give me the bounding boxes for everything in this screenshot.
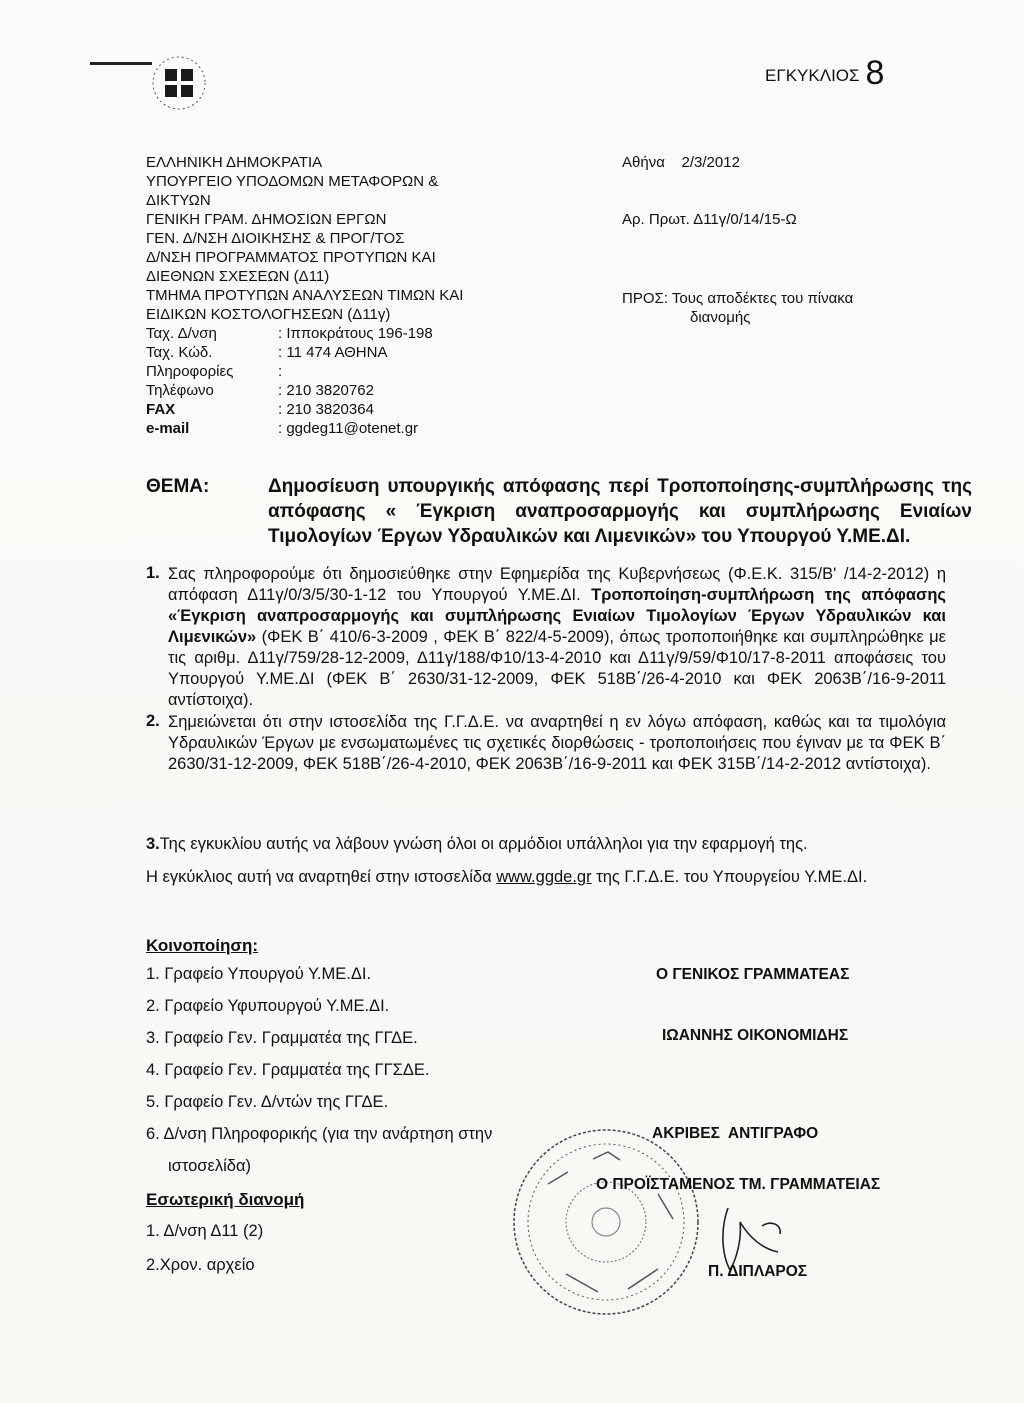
org-line: ΕΙΔΙΚΩΝ ΚΟΣΤΟΛΟΓΗΣΕΩΝ (Δ11γ) <box>146 306 391 323</box>
org-line: ΓΕΝΙΚΗ ΓΡΑΜ. ΔΗΜΟΣΙΩΝ ΕΡΓΩΝ <box>146 211 387 228</box>
paragraph-4: Η εγκύκλιος αυτή να αναρτηθεί στην ιστοσελίδα www.ggde.gr της Γ.Γ.Δ.Ε. του Υπουργείου Υ.ΜΕ.ΔΙ. <box>146 868 868 886</box>
list-item: 1. Δ/νση Δ11 (2) <box>146 1222 264 1240</box>
internal-distribution-title: Εσωτερική διανομή <box>146 1190 305 1209</box>
contact-row: FAX : 210 3820364 <box>146 401 374 418</box>
org-line: Δ/ΝΣΗ ΠΡΟΓΡΑΜΜΑΤΟΣ ΠΡΟΤΥΠΩΝ ΚΑΙ <box>146 249 436 266</box>
recipients: ΠΡΟΣ: Τους αποδέκτες του πίνακα διανομής <box>622 290 854 326</box>
circular-label: ΕΓΚΥΚΛΙΟΣ 8 <box>765 54 885 92</box>
list-item: 6. Δ/νση Πληροφορικής (για την ανάρτηση στην <box>146 1125 493 1143</box>
org-line: ΤΜΗΜΑ ΠΡΟΤΥΠΩΝ ΑΝΑΛΥΣΕΩΝ ΤΙΜΩΝ ΚΑΙ <box>146 287 464 304</box>
sender-block <box>146 153 463 438</box>
list-item: 3. Γραφείο Γεν. Γραμματέα της ΓΓΔΕ. <box>146 1029 418 1047</box>
contact-row: Ταχ. Δ/νση : Ιπποκράτους 196-198 <box>146 325 433 342</box>
contact-row: Τηλέφωνο : 210 3820762 <box>146 382 374 399</box>
website-link[interactable]: www.ggde.gr <box>496 868 592 886</box>
list-item: 4. Γραφείο Γεν. Γραμματέα της ΓΓΣΔΕ. <box>146 1061 430 1079</box>
org-line: ΔΙΚΤΥΩΝ <box>146 192 211 209</box>
paragraph-2: Σημειώνεται ότι στην ιστοσελίδα της Γ.Γ.Δ.Ε. να αναρτηθεί η εν λόγω απόφαση, καθώς και τα τιμολόγια Υδραυλικών Έργων με ενσωματωμένες τις σχετικές διορθώσεις - τροποποιήσεις που έγιναν με τα ΦΕΚ Β΄ 2630/31-12-2009, ΦΕΚ 518Β΄/26-4-2010, ΦΕΚ 2063Β΄/16-9-2011 και ΦΕΚ 315Β΄/14-2-2012 αντίστοιχα). <box>168 713 946 773</box>
list-item: 5. Γραφείο Γεν. Δ/ντών της ΓΓΔΕ. <box>146 1093 389 1111</box>
org-line: ΕΛΛΗΝΙΚΗ ΔΗΜΟΚΡΑΤΙΑ <box>146 154 323 171</box>
protocol-number: Αρ. Πρωτ. Δ11γ/0/14/15-Ω <box>622 211 797 228</box>
paragraph-number: 2. <box>146 712 160 730</box>
org-line: ΓΕΝ. Δ/ΝΣΗ ΔΙΟΙΚΗΣΗΣ & ΠΡΟΓ/ΤΟΣ <box>146 230 405 247</box>
contact-row: Ταχ. Κώδ. : 11 474 ΑΘΗΝΑ <box>146 344 388 361</box>
paragraph-number: 1. <box>146 564 160 582</box>
list-item: ιστοσελίδα) <box>168 1157 251 1175</box>
emblem-stroke <box>90 62 152 65</box>
true-copy-label: ΑΚΡΙΒΕΣ ΑΝΤΙΓΡΑΦΟ <box>652 1125 819 1142</box>
subject-label: ΘΕΜΑ: <box>146 476 210 497</box>
official-stamp-icon <box>508 1124 704 1320</box>
department-head-name: Π. ΔΙΠΛΑΡΟΣ <box>708 1263 808 1280</box>
list-item: 2.Χρον. αρχείο <box>146 1256 255 1274</box>
circular-number: 8 <box>865 54 885 92</box>
distribution-title: Κοινοποίηση: <box>146 936 259 955</box>
signatory-name: ΙΩΑΝΝΗΣ ΟΙΚΟΝΟΜΙΔΗΣ <box>662 1027 849 1044</box>
signatory-role: Ο ΓΕΝΙΚΟΣ ΓΡΑΜΜΑΤΕΑΣ <box>656 966 850 983</box>
list-item: 2. Γραφείο Υφυπουργού Υ.ΜΕ.ΔΙ. <box>146 997 390 1015</box>
contact-row: e-mail : ggdeg11@otenet.gr <box>146 420 419 437</box>
paragraph-3: 3.Της εγκυκλίου αυτής να λάβουν γνώση όλοι οι αρμόδιοι υπάλληλοι για την εφαρμογή της. <box>146 835 808 853</box>
list-item: 1. Γραφείο Υπουργού Υ.ΜΕ.ΔΙ. <box>146 965 372 983</box>
department-head-title: Ο ΠΡΟΪΣΤΑΜΕΝΟΣ ΤΜ. ΓΡΑΜΜΑΤΕΙΑΣ <box>596 1176 881 1193</box>
distribution-list <box>146 963 492 1177</box>
subject-text: Δημοσίευση υπουργικής απόφασης περί Τροποποίησης-συμπλήρωσης της απόφασης « Έγκριση αναπροσαρμογής και συμπλήρωσης Ενιαίων Τιμολογίων Έργων Υδραυλικών και Λιμενικών» του Υπουργού Υ.ΜΕ.ΔΙ. <box>268 476 972 547</box>
contact-row: Πληροφορίες : <box>146 363 283 380</box>
org-line: ΔΙΕΘΝΩΝ ΣΧΕΣΕΩΝ (Δ11) <box>146 268 330 285</box>
state-emblem-icon <box>148 52 210 114</box>
org-line: ΥΠΟΥΡΓΕΙΟ ΥΠΟΔΟΜΩΝ ΜΕΤΑΦΟΡΩΝ & <box>146 173 439 190</box>
paragraph-1: Σας πληροφορούμε ότι δημοσιεύθηκε στην Εφημερίδα της Κυβερνήσεως (Φ.Ε.Κ. 315/Β' /14-2-2012) η απόφαση Δ11γ/0/3/5/30-1-12 του Υπουργού Υ.ΜΕ.ΔΙ. Τροποποίηση-συμπλήρωση της απόφασης «Έγκριση αναπροσαρμογής και συμπλήρωσης Ενιαίων Τιμολογίων Έργων Υδραυλικών και Λιμενικών» (ΦΕΚ Β΄ 410/6-3-2009 , ΦΕΚ Β΄ 822/4-5-2009), όπως τροποποιήθηκε και συμπληρώθηκε με τις αριθμ. Δ11γ/759/28-12-2009, Δ11γ/188/Φ10/13-4-2010 και Δ11γ/9/59/Φ10/17-8-2011 αποφάσεις του Υπουργού Υ.ΜΕ.ΔΙ (ΦΕΚ Β΄ 2630/31-12-2009, ΦΕΚ 518Β΄/26-4-2010 και ΦΕΚ 2063Β΄/16-9-2011 αντίστοιχα). <box>168 565 946 709</box>
subject <box>146 474 972 549</box>
internal-distribution-list <box>146 1220 263 1276</box>
document-date: Αθήνα 2/3/2012 <box>622 154 740 171</box>
